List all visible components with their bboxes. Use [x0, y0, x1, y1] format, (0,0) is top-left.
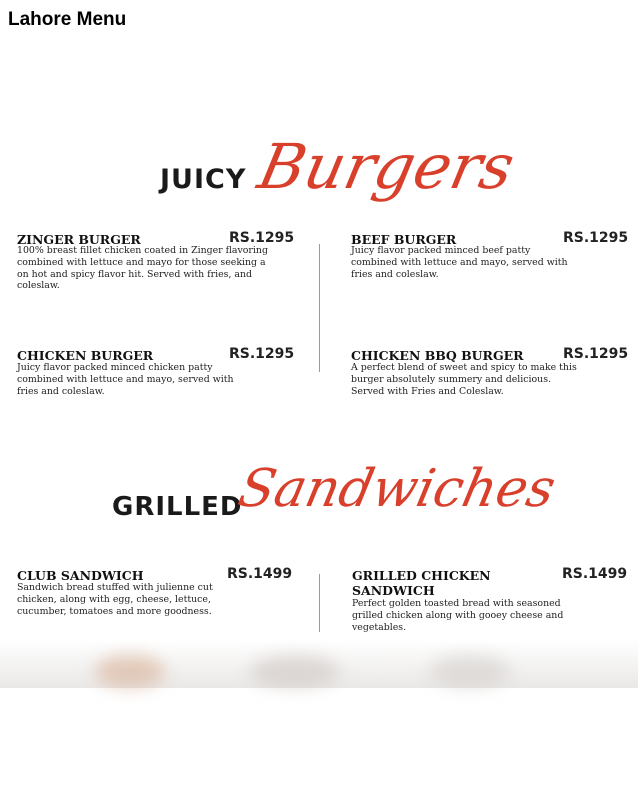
desc-line: coleslaw. — [17, 280, 60, 292]
name-line: GRILLED CHICKEN — [352, 568, 491, 583]
desc-line: combined with lettuce and mayo, served with — [351, 256, 568, 268]
desc-line: Sandwich bread stuffed with julienne cut — [17, 582, 213, 593]
menu-item-price: RS.1499 — [562, 566, 628, 582]
menu-item-price: RS.1499 — [227, 566, 293, 582]
desc-line: A perfect blend of sweet and spicy to make this — [351, 362, 577, 373]
name-line: SANDWICH — [352, 583, 435, 598]
page-title: Lahore Menu — [8, 9, 127, 30]
menu-item-price: RS.1295 — [229, 346, 295, 362]
desc-line: grilled chicken along with gooey cheese and — [352, 609, 564, 621]
menu-item-description — [351, 362, 577, 397]
menu-item-name — [17, 568, 144, 583]
sandwiches-script-text: Sandwiches — [233, 458, 561, 519]
desc-line: fries and coleslaw. — [17, 385, 105, 397]
sandwiches-script-title — [230, 440, 561, 530]
desc-line: Served with Fries and Coleslaw. — [351, 385, 504, 397]
menu-item-name: BEEF BURGER — [351, 232, 457, 247]
menu-item-price: RS.1295 — [563, 230, 629, 246]
desc-line: combined with lettuce and mayo, served with — [17, 373, 234, 385]
desc-line: Juicy flavor packed minced chicken patty — [17, 362, 213, 373]
desc-line: on hot and spicy flavor hit. Served with fries, and — [17, 268, 253, 280]
desc-line: cucumber, tomatoes and more goodness. — [17, 605, 212, 617]
desc-line: vegetables. — [352, 621, 407, 633]
column-divider — [319, 574, 320, 632]
menu-item-name: ZINGER BURGER — [17, 232, 141, 247]
food-photo-blur — [95, 655, 165, 688]
desc-line: chicken, along with egg, cheese, lettuce, — [17, 593, 211, 605]
menu-item-name: CHICKEN BURGER — [17, 348, 154, 363]
menu-item-name: CHICKEN BBQ BURGER — [351, 348, 524, 363]
column-divider — [319, 244, 320, 372]
desc-line: combined with lettuce and mayo for those seeking a — [17, 256, 266, 268]
desc-line: burger absolutely summery and delicious. — [351, 373, 552, 385]
menu-item-name — [352, 568, 491, 598]
burgers-heading-word: JUICY — [160, 164, 247, 195]
burgers-script-title — [250, 110, 521, 210]
food-photo-blur — [430, 655, 510, 688]
menu-item-description — [352, 598, 563, 633]
sandwiches-heading-word: GRILLED — [112, 492, 243, 522]
burgers-script-text: Burgers — [252, 130, 521, 203]
desc-line: fries and coleslaw. — [351, 268, 439, 280]
food-photo-blur — [250, 655, 340, 688]
menu-item-description — [17, 245, 268, 292]
menu-item-description — [351, 245, 568, 280]
desc-line: 100% breast fillet chicken coated in Zinger flavoring — [17, 245, 268, 256]
menu-item-price: RS.1295 — [229, 230, 295, 246]
name-line: CLUB SANDWICH — [17, 568, 144, 583]
menu-item-description — [17, 362, 234, 397]
menu-item-price: RS.1295 — [563, 346, 629, 362]
menu-item-description — [17, 582, 213, 617]
desc-line: Perfect golden toasted bread with seasoned — [352, 598, 561, 609]
desc-line: Juicy flavor packed minced beef patty — [351, 245, 531, 256]
